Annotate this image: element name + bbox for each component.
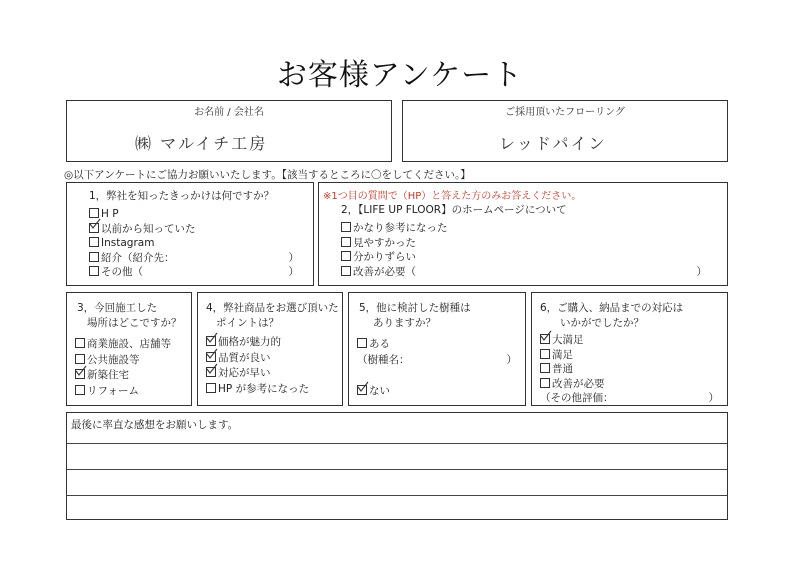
question-2-note: ※1つ目の質問で（HP）と答えた方のみお答えください。 [323,191,582,202]
question-3-options [75,337,171,399]
comments-label: 最後に率直な感想をお願いします。 [71,419,239,431]
option-yes[interactable]: ある [357,337,519,353]
option-satisfied[interactable]: 満足 [540,348,721,363]
question-2-box [318,182,728,286]
flooring-box [402,100,728,162]
comments-box[interactable] [66,412,728,520]
checkbox[interactable] [341,222,351,232]
checkbox[interactable] [540,378,550,388]
spacer [357,368,519,384]
option-needs-improvement-6[interactable]: 改善が必要 [540,377,721,392]
check-mark-icon [540,330,552,342]
comment-line [67,443,727,444]
option-hp[interactable]: H P [89,207,307,222]
question-6-box [531,292,728,406]
question-1-options [89,207,307,280]
checkbox[interactable] [206,383,216,393]
checkbox[interactable] [89,208,99,218]
option-instagram[interactable]: Instagram [89,236,307,251]
checkbox[interactable] [75,385,85,395]
option-average[interactable]: 普通 [540,362,721,377]
question-4-options [206,335,309,397]
question-6-title: 6，ご購入、納品までの対応は いかがでしたか？ [540,302,684,329]
option-attractive-price[interactable]: 価格が魅力的 [206,335,309,351]
checkbox[interactable] [540,349,550,359]
option-new-house[interactable]: 新築住宅 [75,368,171,384]
check-mark-icon [89,218,101,230]
name-box [66,100,392,162]
checkbox[interactable] [341,251,351,261]
option-species-name[interactable]: （樹種名： ） [357,353,517,366]
question-1-title: 1，弊社を知ったきっかけは何ですか？ [89,190,275,202]
checkbox[interactable] [341,237,351,247]
check-mark-icon [206,332,218,344]
option-hp-helpful[interactable]: HP が参考になった [206,382,309,398]
flooring-value[interactable]: レッドパイン [499,134,607,153]
question-3-title: 3，今回施工した 場所はどこですか？ [77,302,182,329]
checkbox[interactable] [89,237,99,247]
option-good-quality[interactable]: 品質が良い [206,351,309,367]
comment-line [67,469,727,470]
checkbox[interactable] [75,338,85,348]
instruction-text: ◎以下アンケートにご協力お願いいたします。【該当するところに〇をしてください。】 [64,169,471,181]
check-mark-icon [357,381,369,393]
option-knew-before[interactable]: 以前から知っていた [89,222,307,237]
question-3-box [66,292,192,406]
option-other[interactable]: その他（ ） [89,265,307,280]
question-1-box [66,182,314,286]
option-referral[interactable]: 紹介（紹介先： ） [89,251,307,266]
option-commercial[interactable]: 商業施設、店舗等 [75,337,171,353]
option-other-evaluation[interactable]: （その他評価： ） [540,392,719,404]
option-needs-improvement[interactable]: 改善が必要（ ） [341,265,715,280]
option-hard-to-understand[interactable]: 分かりずらい [341,250,715,265]
question-6-options [540,333,721,406]
question-4-title: 4，弊社商品をお選び頂いた ポイントは？ [206,302,339,329]
option-fast-response[interactable]: 対応が早い [206,366,309,382]
option-very-helpful[interactable]: かなり参考になった [341,221,715,236]
checkbox[interactable] [357,338,367,348]
checkbox[interactable] [89,266,99,276]
question-5-options [357,337,519,399]
question-5-box [348,292,526,406]
question-2-title: 2，【LIFE UP FLOOR】のホームページについて [341,204,567,216]
checkbox[interactable] [540,363,550,373]
checkbox[interactable] [75,354,85,364]
option-very-satisfied[interactable]: 大満足 [540,333,721,348]
option-no[interactable]: ない [357,384,519,400]
checkbox[interactable] [341,266,351,276]
name-label: お名前 / 会社名 [194,107,264,118]
name-value[interactable]: ㈱ マルイチ工房 [135,134,268,153]
option-renovation[interactable]: リフォーム [75,384,171,400]
checkbox[interactable] [89,252,99,262]
option-easy-to-view[interactable]: 見やすかった [341,236,715,251]
comment-line [67,495,727,496]
page-title: お客様アンケート [276,58,524,93]
check-mark-icon [206,363,218,375]
flooring-label: ご採用頂いたフローリング [505,107,625,118]
check-mark-icon [206,348,218,360]
option-public[interactable]: 公共施設等 [75,353,171,369]
check-mark-icon [75,365,87,377]
question-4-box [197,292,343,406]
question-5-title: 5，他に検討した樹種は ありますか？ [359,302,471,329]
question-2-options [341,221,715,279]
